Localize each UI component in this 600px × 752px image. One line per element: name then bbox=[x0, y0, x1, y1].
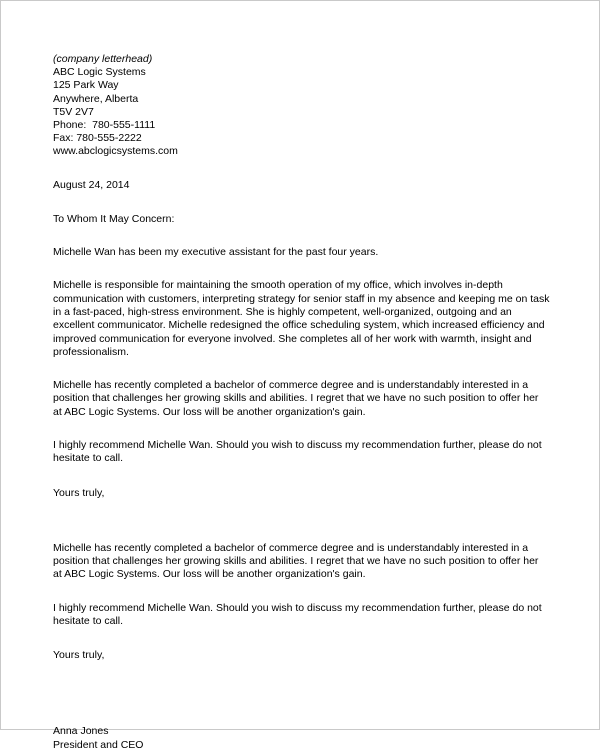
letter-salutation: To Whom It May Concern: bbox=[53, 212, 175, 225]
paragraph-responsibilities: Michelle is responsible for maintaining the smooth operation of my office, which involves in-depth communication with customers, interpreting strategy for senior staff in my absence and keeping me on task in a fast-paced, high-stress environment. She is highly competent, well-organized, outgoing and an excellent communicator. Michelle redesigned the office scheduling system, which increased efficiency and improved communication for everyone involved. She completes all of her work with warmth, insight and professionalism. bbox=[53, 279, 550, 358]
paragraph-recommendation-repeat: I highly recommend Michelle Wan. Should you wish to discuss my recommendation further, please do not hesitate to call. bbox=[53, 601, 542, 627]
letter-closing-repeat: Yours truly, bbox=[53, 649, 105, 662]
letterhead-fax: Fax: 780-555-2222 bbox=[53, 132, 142, 145]
letterhead-placeholder: (company letterhead) bbox=[53, 53, 153, 65]
signature-title: President and CEO bbox=[53, 738, 144, 751]
paragraph-degree: Michelle has recently completed a bachelor of commerce degree and is understandably interested in a position that challenges her growing skills and abilities. I regret that we have no such position to offer her at ABC Logic Systems. Our loss will be another organization's gain. bbox=[53, 379, 539, 418]
letterhead-postal-code: T5V 2V7 bbox=[53, 105, 94, 118]
letterhead-city-province: Anywhere, Alberta bbox=[53, 92, 139, 105]
signature-block bbox=[53, 725, 550, 751]
letterhead-company: ABC Logic Systems bbox=[53, 66, 146, 79]
letter-date: August 24, 2014 bbox=[53, 178, 130, 191]
signature-name: Anna Jones bbox=[53, 725, 109, 738]
paragraph-degree-repeat: Michelle has recently completed a bachelor of commerce degree and is understandably interested in a position that challenges her growing skills and abilities. I regret that we have no such position to offer her at ABC Logic Systems. Our loss will be another organization's gain. bbox=[53, 541, 539, 581]
letterhead-website: www.abclogicsystems.com bbox=[53, 145, 178, 158]
letterhead-block bbox=[53, 53, 550, 159]
paragraph-intro: Michelle Wan has been my executive assistant for the past four years. bbox=[53, 246, 379, 259]
letter-closing: Yours truly, bbox=[53, 486, 105, 499]
letter-body bbox=[53, 53, 550, 752]
letterhead-street: 125 Park Way bbox=[53, 79, 119, 92]
letterhead-phone: Phone: 780-555-1111 bbox=[53, 119, 156, 132]
paragraph-recommendation: I highly recommend Michelle Wan. Should you wish to discuss my recommendation further, please do not hesitate to call. bbox=[53, 439, 542, 465]
